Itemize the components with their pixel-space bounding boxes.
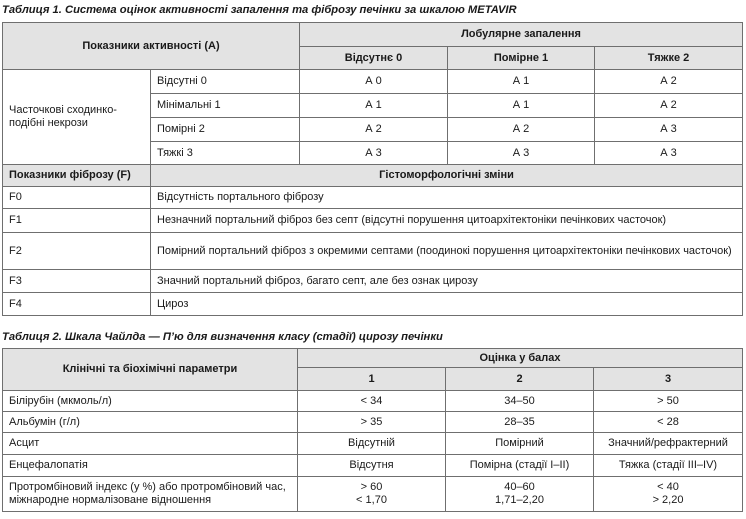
table-row bbox=[3, 233, 743, 270]
cell: А 2 bbox=[448, 118, 595, 142]
cell bbox=[446, 477, 594, 512]
param-label: Асцит bbox=[3, 433, 298, 455]
cell: Відсутня bbox=[298, 455, 446, 477]
lobular-col-2: Тяжке 2 bbox=[595, 47, 743, 70]
table2-caption: Таблиця 2. Шкала Чайлда — П’ю для визначення класу (стадії) цирозу печінки bbox=[2, 331, 443, 343]
cell: Значний/рефрактерний bbox=[594, 433, 743, 455]
fibrosis-code: F1 bbox=[3, 209, 151, 233]
cell: < 34 bbox=[298, 391, 446, 412]
score-header: Оцінка у балах bbox=[298, 349, 743, 368]
cell: А 2 bbox=[595, 70, 743, 94]
cell: 28–35 bbox=[446, 412, 594, 433]
lobular-col-1: Помірне 1 bbox=[448, 47, 595, 70]
cell: А 3 bbox=[595, 142, 743, 165]
cell: < 28 bbox=[594, 412, 743, 433]
cell: А 3 bbox=[595, 118, 743, 142]
cell-line: > 2,20 bbox=[652, 494, 684, 506]
cell: А 0 bbox=[300, 70, 448, 94]
score-col-2: 2 bbox=[446, 368, 594, 391]
lobular-header: Лобулярне запалення bbox=[300, 23, 743, 47]
param-label: Протромбіновий індекс (у %) або протромбіновий час, міжнародне нормалізоване відношення bbox=[3, 477, 298, 512]
score-col-3: 3 bbox=[594, 368, 743, 391]
row-label: Помірні 2 bbox=[151, 118, 300, 142]
param-header: Клінічні та біохімічні параметри bbox=[3, 349, 298, 391]
table-row bbox=[3, 477, 743, 512]
cell-line: < 1,70 bbox=[356, 494, 387, 506]
fibrosis-code: F0 bbox=[3, 187, 151, 209]
cell: А 2 bbox=[595, 94, 743, 118]
activity-header: Показники активності (А) bbox=[3, 23, 300, 70]
table-row bbox=[3, 455, 743, 477]
cell: Відсутній bbox=[298, 433, 446, 455]
cell bbox=[594, 477, 743, 512]
cell bbox=[298, 477, 446, 512]
table-row bbox=[3, 70, 743, 94]
cell: А 1 bbox=[300, 94, 448, 118]
lobular-col-0: Відсутнє 0 bbox=[300, 47, 448, 70]
cell: А 1 bbox=[448, 94, 595, 118]
table-row bbox=[3, 433, 743, 455]
child-pugh-table bbox=[2, 348, 743, 512]
table-row bbox=[3, 412, 743, 433]
cell: Помірний bbox=[446, 433, 594, 455]
metavir-table bbox=[2, 22, 743, 316]
necrosis-label: Часточкові сходинко-подібні некрози bbox=[3, 70, 151, 165]
row-label: Тяжкі 3 bbox=[151, 142, 300, 165]
table-row bbox=[3, 270, 743, 293]
fibrosis-desc: Відсутність портального фіброзу bbox=[151, 187, 743, 209]
fibrosis-desc: Цироз bbox=[151, 293, 743, 316]
table1-caption: Таблиця 1. Система оцінок активності запалення та фіброзу печінки за шкалою METAVIR bbox=[2, 4, 517, 16]
histo-header: Гістоморфологічні зміни bbox=[151, 165, 743, 187]
cell: А 3 bbox=[300, 142, 448, 165]
cell: > 35 bbox=[298, 412, 446, 433]
fibrosis-desc: Помірний портальний фіброз з окремими септами (поодинокі порушення цитоархітектоніки печінкових часточок) bbox=[151, 233, 743, 270]
cell: 34–50 bbox=[446, 391, 594, 412]
fibrosis-desc: Незначний портальний фіброз без септ (відсутні порушення цитоархітектоніки печінкових часточок) bbox=[151, 209, 743, 233]
table-row bbox=[3, 391, 743, 412]
cell: > 50 bbox=[594, 391, 743, 412]
row-label: Відсутні 0 bbox=[151, 70, 300, 94]
param-label: Білірубін (мкмоль/л) bbox=[3, 391, 298, 412]
score-col-1: 1 bbox=[298, 368, 446, 391]
fibrosis-desc: Значний портальний фіброз, багато септ, але без ознак цирозу bbox=[151, 270, 743, 293]
cell: А 2 bbox=[300, 118, 448, 142]
cell-line: < 40 bbox=[657, 481, 679, 493]
table-row bbox=[3, 209, 743, 233]
cell-line: > 60 bbox=[360, 481, 383, 493]
cell: А 1 bbox=[448, 70, 595, 94]
fibrosis-code: F3 bbox=[3, 270, 151, 293]
fibrosis-code: F4 bbox=[3, 293, 151, 316]
row-label: Мінімальні 1 bbox=[151, 94, 300, 118]
param-label: Альбумін (г/л) bbox=[3, 412, 298, 433]
cell-line: 40–60 bbox=[504, 481, 535, 493]
param-label: Енцефалопатія bbox=[3, 455, 298, 477]
cell: Помірна (стадії I–II) bbox=[446, 455, 594, 477]
cell: А 3 bbox=[448, 142, 595, 165]
cell: Тяжка (стадії III–IV) bbox=[594, 455, 743, 477]
table-row bbox=[3, 293, 743, 316]
fibrosis-header: Показники фіброзу (F) bbox=[3, 165, 151, 187]
table-row bbox=[3, 187, 743, 209]
fibrosis-code: F2 bbox=[3, 233, 151, 270]
cell-line: 1,71–2,20 bbox=[495, 494, 544, 506]
